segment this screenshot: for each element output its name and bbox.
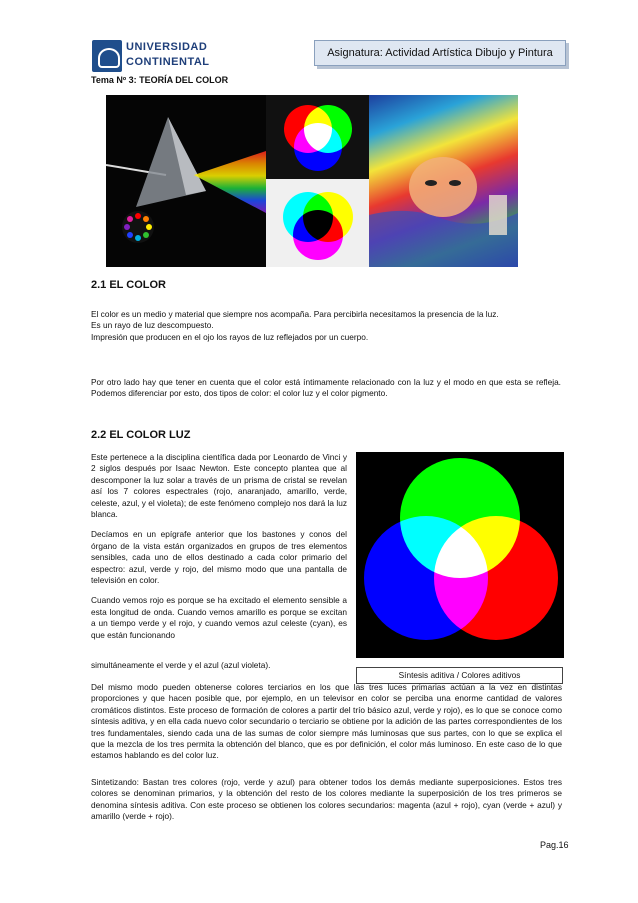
paragraph-cyan-cont: simultáneamente el verde y el azul (azul violeta). (91, 660, 271, 670)
prism-image (106, 95, 266, 267)
logo-line2: CONTINENTAL (126, 56, 210, 68)
rgb-light-image (266, 95, 369, 179)
paragraph-cones: Decíamos en un epígrafe anterior que los bastones y conos del órgano de la vista están organizados en grupos de tres elementos sensibles, cada uno de ellos destinado a cada color primario del espectro: azul, verde y rojo, del mismo modo que una pantalla de televisión en color. (91, 529, 347, 586)
paragraph-color-types: Por otro lado hay que tener en cuenta que el color está íntimamente relacionado con la luz y el modo en que esta se refleja. Podemos diferenciar por esto, dos tipos de color: el color luz y el color pigmento. (91, 377, 561, 399)
logo-line1: UNIVERSIDAD (126, 41, 208, 53)
section-heading-color: 2.1 EL COLOR (91, 279, 166, 291)
red-light-circle (434, 516, 558, 640)
paragraph-summary: Sintetizando: Bastan tres colores (rojo, verde y azul) para obtener todos los demás mediante superposiciones. Estos tres colores se denominan primarios, y la obtención del resto de los colores mediante la superposición de los tres primeros se denomina síntesis aditiva. Con este proceso se obtienen los colores secundarios: magenta (azul + rojo), cyan (verde + azul) y amarillo (verde + rojo). (91, 777, 562, 822)
paragraph-color-definition: El color es un medio y material que siempre nos acompaña. Para percibirla necesitamos la presencia de la luz. Es un rayo de luz descompuesto. Impresión que producen en el ojo los rayos de luz reflejados por un cuerpo. (91, 309, 499, 342)
section-heading-color-luz: 2.2 EL COLOR LUZ (91, 429, 191, 441)
banner-image (106, 95, 518, 267)
logo-emblem-icon (92, 40, 122, 72)
paragraph-red-yellow: Cuando vemos rojo es porque se ha excitado el elemento sensible a esta longitud de onda. Cuando vemos amarillo es porque se excitan a un tiempo verde y el rojo, y cuando vemos azul celeste (cyan), es que están funcionando (91, 595, 347, 640)
additive-synthesis-diagram (356, 452, 564, 658)
left-column-text (91, 452, 347, 650)
university-logo (92, 40, 214, 72)
subject-box: Asignatura: Actividad Artística Dibujo y Pintura (314, 40, 566, 66)
colorful-face-painting (369, 95, 518, 267)
diagram-caption: Síntesis aditiva / Colores aditivos (356, 667, 563, 684)
page-number: Pag.16 (540, 840, 569, 850)
cmy-pigment-image (266, 179, 369, 267)
topic-title: Tema Nº 3: TEORÍA DEL COLOR (91, 75, 229, 85)
paragraph-newton: Este pertenece a la disciplina científica dada por Leonardo de Vinci y 2 siglos después por Isaac Newton. Este concepto plantea que al descomponer la luz solar a través de un prisma de cristal se revelan así los 7 colores espectrales (rojo, anaranjado, amarillo, verde, celeste, azul, y el violeta); de este fenómeno complejo nos dará la luz blanca. (91, 452, 347, 520)
paragraph-tertiary-colors: Del mismo modo pueden obtenerse colores terciarios en los que las tres luces primarias actúan a la vez en distintas proporciones y que hacen posible que, por ejemplo, en un televisor en color se perciba una enorme cantidad de valores cromáticos distintos. Este proceso de formación de colores a partir del trío básico azul, verde y rojo), es lo que se conoce como síntesis aditiva, y en ella cada nuevo color secundario o terciario se obtiene por la adición de las partes correspondientes de los tres fundamentales, siendo cada una de las sumas de color siempre más luminosas que sus partes, con lo que se explica el que la mezcla de los tres permita la obtención del blanco, que es por definición, el color más luminoso. En este caso de lo que estamos hablando es del color luz. (91, 682, 562, 761)
